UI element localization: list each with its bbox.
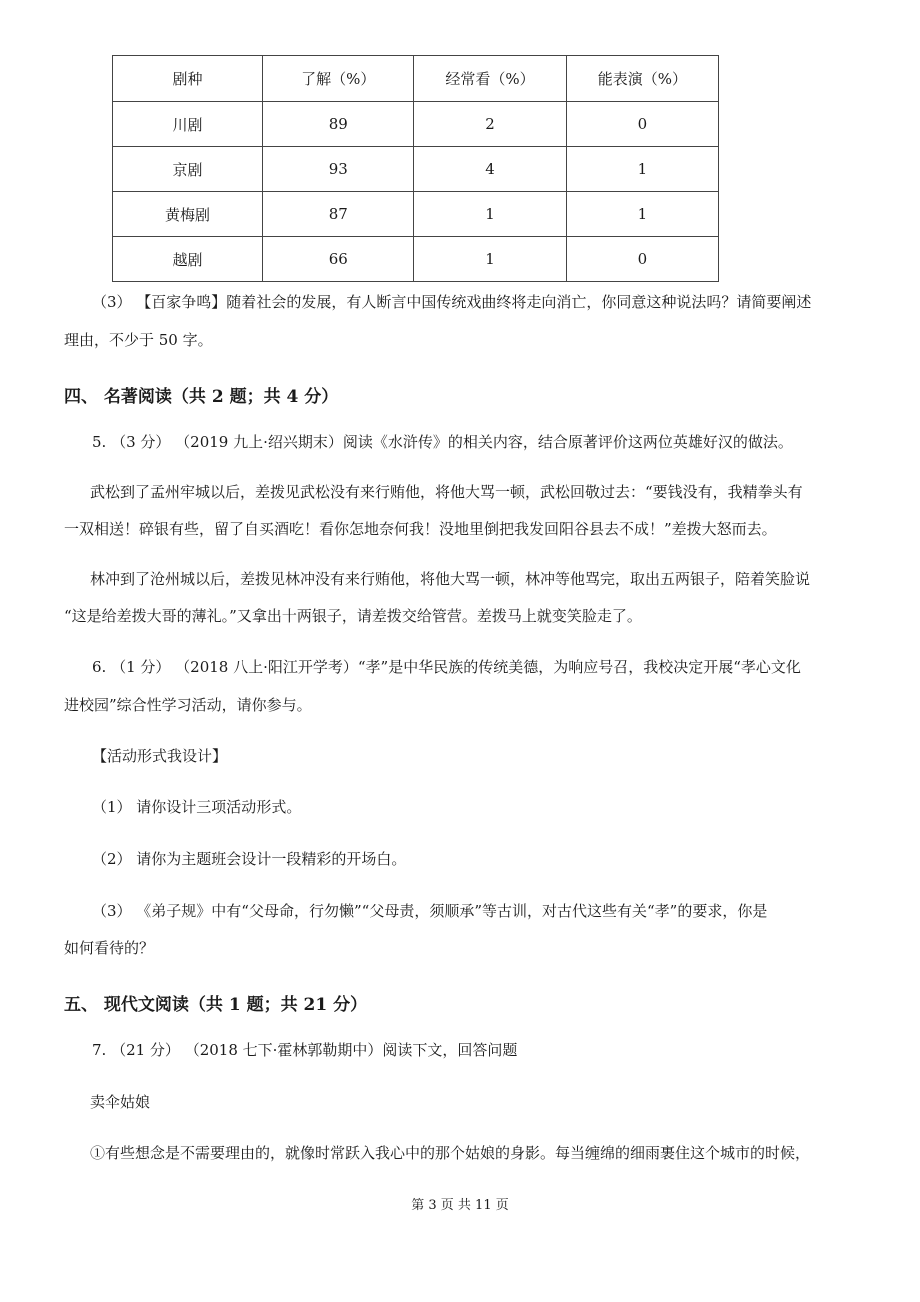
table-cell: 1 <box>566 192 718 237</box>
table-cell: 2 <box>414 102 566 147</box>
q6-subquestion-1: （1） 请你设计三项活动形式。 <box>92 798 302 816</box>
table-row <box>113 192 719 237</box>
table-row <box>113 147 719 192</box>
q3-line-1: （3） 【百家争鸣】随着社会的发展，有人断言中国传统戏曲终将走向消亡，你同意这种说法吗？请简要阐述 <box>92 293 812 311</box>
q6-subquestion-2: （2） 请你为主题班会设计一段精彩的开场白。 <box>92 850 407 868</box>
page-number-footer: 第 3 页 共 11 页 <box>411 1198 509 1213</box>
q5-paragraph-2-line-1: 林冲到了沧州城以后，差拨见林冲没有来行贿他，将他大骂一顿，林冲等他骂完，取出五两银子，陪着笑脸说 <box>90 570 811 588</box>
table-cell: 京剧 <box>113 147 263 192</box>
opera-survey-table <box>112 55 719 282</box>
table-cell: 4 <box>414 147 566 192</box>
q6-stem-line-1: 6. （1 分） （2018 八上·阳江开学考）“孝”是中华民族的传统美德，为响应号召，我校决定开展“孝心文化 <box>92 658 801 676</box>
q6-stem-line-2: 进校园”综合性学习活动，请你参与。 <box>64 696 312 714</box>
q5-paragraph-2-line-2: “这是给差拨大哥的薄礼。”又拿出十两银子，请差拨交给管营。差拨马上就变笑脸走了。 <box>64 607 642 625</box>
article-paragraph-1: ①有些想念是不需要理由的，就像时常跃入我心中的那个姑娘的身影。每当缠绵的细雨裹住这个城市的时候， <box>90 1144 811 1162</box>
table-cell: 1 <box>566 147 718 192</box>
table-header-cell: 了解（%） <box>263 56 414 102</box>
section-4-heading: 四、 名著阅读（共 2 题；共 4 分） <box>64 387 339 407</box>
table-cell: 0 <box>566 102 718 147</box>
table-header-row <box>113 56 719 102</box>
section-5-heading: 五、 现代文阅读（共 1 题；共 21 分） <box>64 995 368 1015</box>
table-cell: 89 <box>263 102 414 147</box>
table-cell: 1 <box>414 192 566 237</box>
table-cell: 66 <box>263 237 414 282</box>
q5-stem: 5. （3 分） （2019 九上·绍兴期末）阅读《水浒传》的相关内容，结合原著评价这两位英雄好汉的做法。 <box>92 433 793 451</box>
table-cell: 川剧 <box>113 102 263 147</box>
table-cell: 0 <box>566 237 718 282</box>
table-row <box>113 237 719 282</box>
q6-activity-heading: 【活动形式我设计】 <box>92 747 228 765</box>
table-header-cell: 能表演（%） <box>566 56 718 102</box>
table-cell: 黄梅剧 <box>113 192 263 237</box>
table-header-cell: 剧种 <box>113 56 263 102</box>
q6-subquestion-3-line-1: （3） 《弟子规》中有“父母命，行勿懒”“父母责，须顺承”等古训，对古代这些有关“孝”的要求，你是 <box>92 902 768 920</box>
table-row <box>113 102 719 147</box>
table-header-cell: 经常看（%） <box>414 56 566 102</box>
table-cell: 越剧 <box>113 237 263 282</box>
q7-stem: 7. （21 分） （2018 七下·霍林郭勒期中）阅读下文，回答问题 <box>92 1041 518 1059</box>
table-cell: 87 <box>263 192 414 237</box>
article-title: 卖伞姑娘 <box>90 1093 151 1111</box>
q3-line-2: 理由，不少于 50 字。 <box>64 331 213 349</box>
q6-subquestion-3-line-2: 如何看待的？ <box>64 939 155 957</box>
table-cell: 1 <box>414 237 566 282</box>
table-cell: 93 <box>263 147 414 192</box>
q5-paragraph-1-line-1: 武松到了孟州牢城以后，差拨见武松没有来行贿他，将他大骂一顿，武松回敬过去：“要钱没有，我精拳头有 <box>90 483 803 501</box>
q5-paragraph-1-line-2: 一双相送！碎银有些，留了自买酒吃！看你怎地奈何我！没地里倒把我发回阳谷县去不成！”差拨大怒而去。 <box>64 520 777 538</box>
